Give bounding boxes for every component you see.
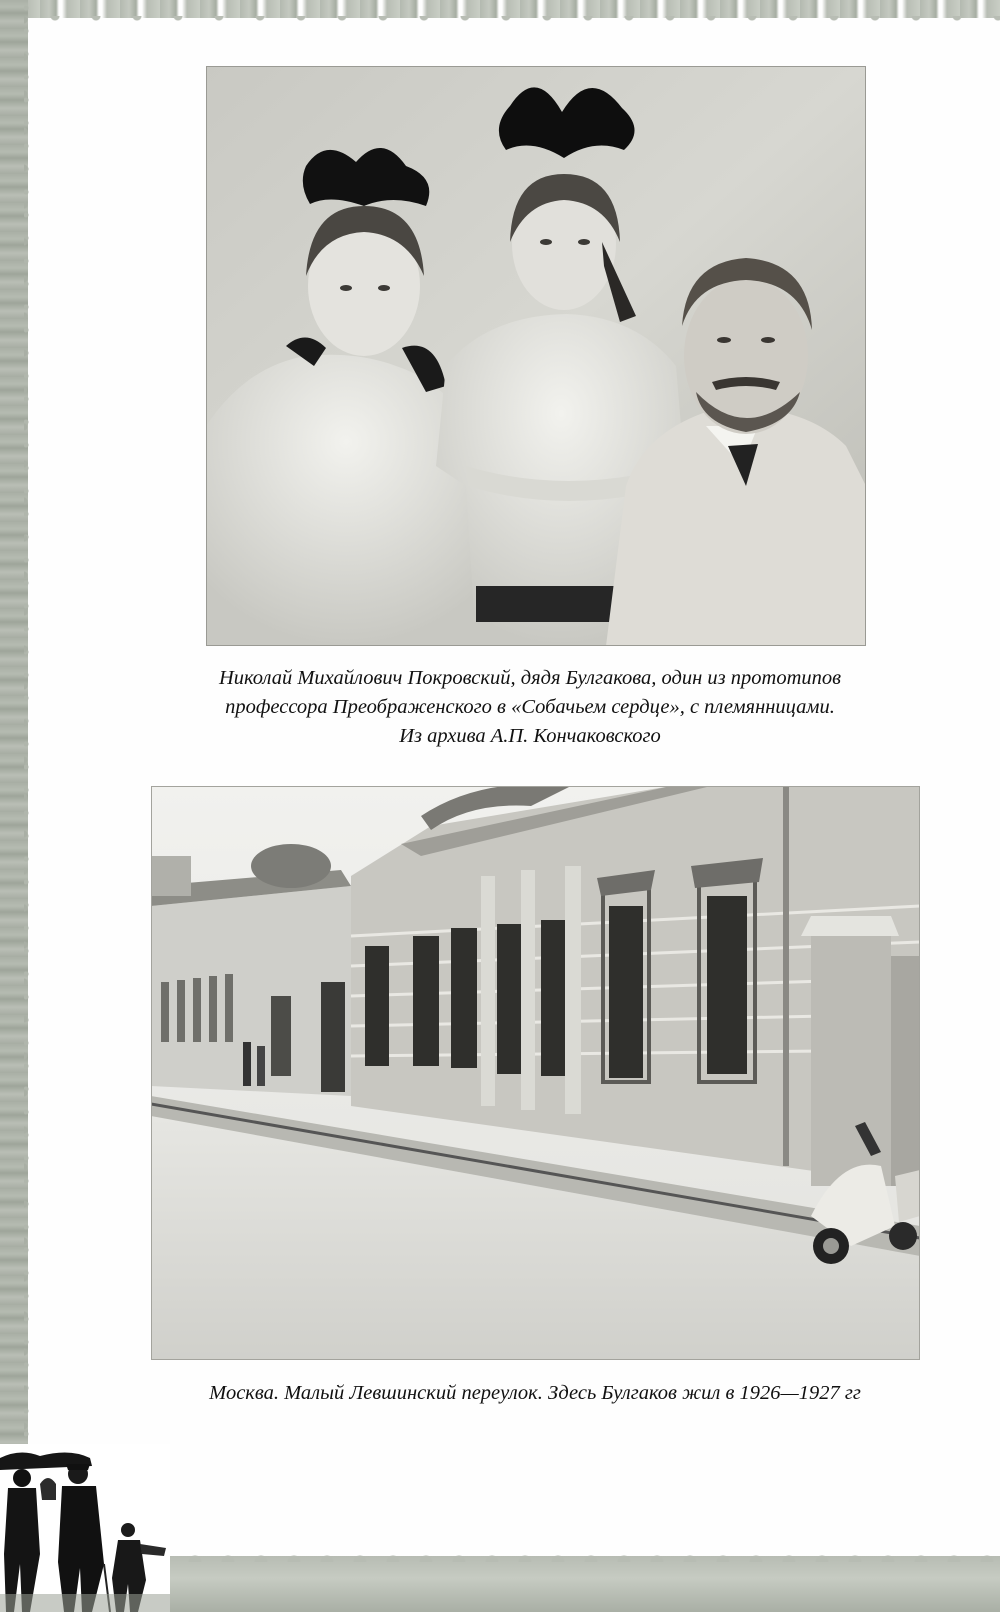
portrait-caption-line-3: Из архива А.П. Кончаковского [399, 725, 661, 747]
portrait-caption [120, 664, 940, 751]
portrait-caption-line-1: Николай Михайлович Покровский, дядя Булгакова, один из прототипов [218, 667, 842, 689]
top-border-decoration [0, 0, 1000, 18]
left-border-decoration [0, 0, 28, 1612]
portrait-caption-line-2: профессора Преображенского в «Собачьем сердце», с племянницами. [225, 696, 835, 718]
portrait-photo [206, 66, 866, 646]
pedestrians-silhouette-illustration [0, 1444, 170, 1612]
street-caption: Москва. Малый Левшинский переулок. Здесь Булгаков жил в 1926—1927 гг [209, 1382, 861, 1404]
bottom-border-decoration [150, 1548, 1000, 1612]
street-house-photo [151, 786, 920, 1360]
